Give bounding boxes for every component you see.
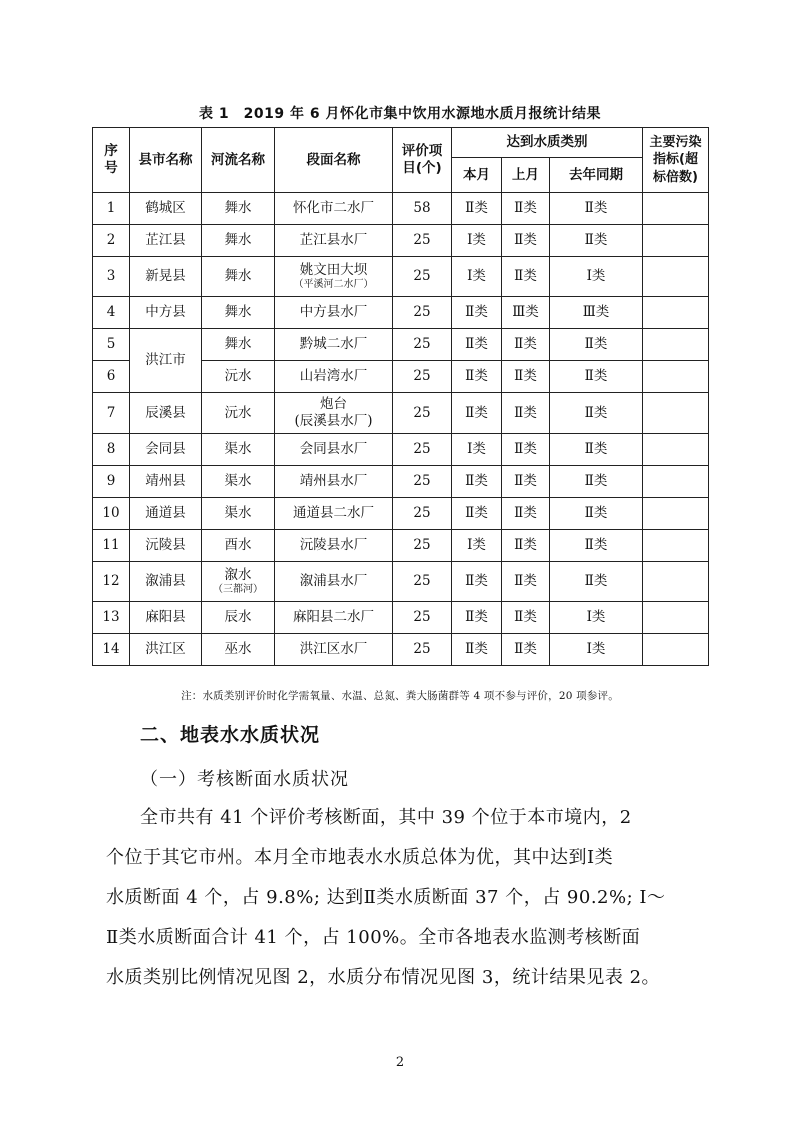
- table-row: [93, 466, 709, 498]
- cell-this-month: Ⅱ类: [452, 562, 502, 602]
- cell-last-month: Ⅱ类: [502, 498, 550, 530]
- cell-no: 2: [93, 225, 130, 257]
- cell-river: 酉水: [202, 530, 275, 562]
- cell-river: 巫水: [202, 634, 275, 666]
- cell-items: 58: [393, 193, 452, 225]
- cell-last-year: Ⅱ类: [550, 329, 643, 361]
- table-row: [93, 530, 709, 562]
- cell-last-year: Ⅰ类: [550, 602, 643, 634]
- cell-pollutant: [643, 634, 709, 666]
- header-last-month: 上月: [502, 158, 550, 193]
- cell-no: 10: [93, 498, 130, 530]
- cell-last-month: Ⅱ类: [502, 634, 550, 666]
- cell-county: 会同县: [130, 434, 202, 466]
- cell-county: 洪江市: [130, 329, 202, 393]
- paragraph-line: Ⅱ类水质断面合计 41 个，占 100%。全市各地表水监测考核断面: [106, 927, 641, 948]
- cell-items: 25: [393, 361, 452, 393]
- header-county: 县市名称: [130, 128, 202, 193]
- paragraph-line: 全市共有 41 个评价考核断面，其中 39 个位于本市境内，2: [140, 807, 632, 828]
- cell-last-year: Ⅲ类: [550, 297, 643, 329]
- cell-last-year: Ⅱ类: [550, 434, 643, 466]
- cell-section: 炮台 (辰溪县水厂): [275, 393, 393, 434]
- cell-river: 渠水: [202, 434, 275, 466]
- cell-section: 靖州县水厂: [275, 466, 393, 498]
- cell-county: 溆浦县: [130, 562, 202, 602]
- cell-last-year: Ⅱ类: [550, 225, 643, 257]
- cell-items: 25: [393, 530, 452, 562]
- table-row: [93, 257, 709, 297]
- cell-pollutant: [643, 257, 709, 297]
- subsection-heading: （一）考核断面水质状况: [140, 769, 349, 790]
- cell-section: 通道县二水厂: [275, 498, 393, 530]
- cell-no: 6: [93, 361, 130, 393]
- cell-last-year: Ⅱ类: [550, 193, 643, 225]
- cell-last-year: Ⅱ类: [550, 530, 643, 562]
- table-row: [93, 634, 709, 666]
- cell-pollutant: [643, 530, 709, 562]
- cell-last-year: Ⅱ类: [550, 393, 643, 434]
- page-number: 2: [395, 1055, 405, 1070]
- cell-last-month: Ⅱ类: [502, 393, 550, 434]
- cell-no: 13: [93, 602, 130, 634]
- cell-county: 新晃县: [130, 257, 202, 297]
- cell-no: 1: [93, 193, 130, 225]
- paragraph-line: 水质断面 4 个，占 9.8%; 达到Ⅱ类水质断面 37 个，占 90.2%; Ⅰ～: [106, 887, 666, 908]
- table-row: [93, 225, 709, 257]
- section-heading: 二、地表水水质状况: [140, 724, 321, 746]
- cell-section: 会同县水厂: [275, 434, 393, 466]
- cell-items: 25: [393, 498, 452, 530]
- paragraph-line: 水质类别比例情况见图 2，水质分布情况见图 3，统计结果见表 2。: [106, 967, 661, 988]
- cell-section-sub: （平溪河二水厂）: [293, 278, 374, 290]
- cell-last-month: Ⅱ类: [502, 530, 550, 562]
- table-row: [93, 193, 709, 225]
- cell-items: 25: [393, 634, 452, 666]
- cell-pollutant: [643, 193, 709, 225]
- cell-items: 25: [393, 329, 452, 361]
- header-pollutant: 主要污染 指标(超 标倍数): [643, 128, 709, 193]
- cell-pollutant: [643, 297, 709, 329]
- cell-river: 渠水: [202, 498, 275, 530]
- table-row: [93, 498, 709, 530]
- cell-pollutant: [643, 498, 709, 530]
- cell-last-year: Ⅱ类: [550, 361, 643, 393]
- cell-last-month: Ⅲ类: [502, 297, 550, 329]
- cell-river: 舞水: [202, 297, 275, 329]
- cell-pollutant: [643, 361, 709, 393]
- table-row: [93, 562, 709, 602]
- cell-no: 3: [93, 257, 130, 297]
- cell-last-month: Ⅱ类: [502, 361, 550, 393]
- cell-this-month: Ⅱ类: [452, 634, 502, 666]
- water-quality-table: [92, 127, 709, 666]
- cell-last-month: Ⅱ类: [502, 257, 550, 297]
- table-row: [93, 329, 709, 361]
- header-section: 段面名称: [275, 128, 393, 193]
- cell-section: 怀化市二水厂: [275, 193, 393, 225]
- cell-county: 通道县: [130, 498, 202, 530]
- cell-county: 鹤城区: [130, 193, 202, 225]
- cell-last-month: Ⅱ类: [502, 329, 550, 361]
- table-caption: 表 1 2019 年 6 月怀化市集中饮用水源地水质月报统计结果: [199, 106, 601, 122]
- cell-section: 麻阳县二水厂: [275, 602, 393, 634]
- cell-county: 洪江区: [130, 634, 202, 666]
- cell-this-month: Ⅱ类: [452, 602, 502, 634]
- cell-this-month: Ⅱ类: [452, 329, 502, 361]
- cell-county: 麻阳县: [130, 602, 202, 634]
- cell-section: 溆浦县水厂: [275, 562, 393, 602]
- cell-river: 舞水: [202, 329, 275, 361]
- cell-county: 芷江县: [130, 225, 202, 257]
- cell-river: 辰水: [202, 602, 275, 634]
- cell-this-month: Ⅱ类: [452, 393, 502, 434]
- paragraph-line: 个位于其它市州。本月全市地表水水质总体为优，其中达到Ⅰ类: [106, 847, 614, 868]
- cell-items: 25: [393, 602, 452, 634]
- header-class-group: 达到水质类别: [452, 128, 643, 158]
- cell-last-month: Ⅱ类: [502, 602, 550, 634]
- cell-items: 25: [393, 225, 452, 257]
- table-row: [93, 434, 709, 466]
- table-row: [93, 393, 709, 434]
- cell-no: 7: [93, 393, 130, 434]
- cell-no: 14: [93, 634, 130, 666]
- cell-no: 12: [93, 562, 130, 602]
- cell-items: 25: [393, 257, 452, 297]
- header-seq: 序 号: [93, 128, 130, 193]
- cell-county: 沅陵县: [130, 530, 202, 562]
- cell-items: 25: [393, 562, 452, 602]
- header-items: 评价项 目(个): [393, 128, 452, 193]
- cell-pollutant: [643, 434, 709, 466]
- table-row: [93, 602, 709, 634]
- cell-last-year: Ⅱ类: [550, 562, 643, 602]
- table-note: 注：水质类别评价时化学需氧量、水温、总氮、粪大肠菌群等 4 项不参与评价，20 项参评。: [181, 690, 619, 702]
- cell-items: 25: [393, 297, 452, 329]
- cell-section: 洪江区水厂: [275, 634, 393, 666]
- cell-this-month: Ⅰ类: [452, 225, 502, 257]
- cell-items: 25: [393, 393, 452, 434]
- cell-this-month: Ⅰ类: [452, 530, 502, 562]
- cell-this-month: Ⅱ类: [452, 466, 502, 498]
- cell-this-month: Ⅱ类: [452, 498, 502, 530]
- cell-this-month: Ⅱ类: [452, 193, 502, 225]
- cell-section: 中方县水厂: [275, 297, 393, 329]
- cell-last-year: Ⅱ类: [550, 466, 643, 498]
- cell-river-sub: （三都河）: [213, 583, 263, 595]
- cell-last-month: Ⅱ类: [502, 562, 550, 602]
- header-river: 河流名称: [202, 128, 275, 193]
- cell-county: 辰溪县: [130, 393, 202, 434]
- cell-county: 中方县: [130, 297, 202, 329]
- cell-this-month: Ⅱ类: [452, 361, 502, 393]
- cell-no: 11: [93, 530, 130, 562]
- cell-river: 渠水: [202, 466, 275, 498]
- cell-last-year: Ⅱ类: [550, 498, 643, 530]
- header-this-month: 本月: [452, 158, 502, 193]
- cell-section: 黔城二水厂: [275, 329, 393, 361]
- cell-no: 5: [93, 329, 130, 361]
- cell-items: 25: [393, 466, 452, 498]
- cell-river: 舞水: [202, 225, 275, 257]
- cell-river: 沅水: [202, 393, 275, 434]
- table-row: [93, 297, 709, 329]
- cell-last-month: Ⅱ类: [502, 225, 550, 257]
- cell-river: 沅水: [202, 361, 275, 393]
- cell-river: 舞水: [202, 193, 275, 225]
- cell-river: 溆水 （三都河）: [202, 562, 275, 602]
- cell-section: 芷江县水厂: [275, 225, 393, 257]
- cell-last-month: Ⅱ类: [502, 434, 550, 466]
- cell-section: 姚文田大坝 （平溪河二水厂）: [275, 257, 393, 297]
- cell-no: 8: [93, 434, 130, 466]
- cell-this-month: Ⅱ类: [452, 297, 502, 329]
- body-paragraph: [106, 798, 706, 998]
- cell-last-month: Ⅱ类: [502, 466, 550, 498]
- cell-no: 9: [93, 466, 130, 498]
- cell-pollutant: [643, 562, 709, 602]
- cell-pollutant: [643, 602, 709, 634]
- cell-pollutant: [643, 329, 709, 361]
- cell-no: 4: [93, 297, 130, 329]
- cell-pollutant: [643, 225, 709, 257]
- cell-this-month: Ⅰ类: [452, 257, 502, 297]
- cell-last-year: Ⅰ类: [550, 634, 643, 666]
- cell-section: 沅陵县水厂: [275, 530, 393, 562]
- cell-this-month: Ⅰ类: [452, 434, 502, 466]
- cell-last-month: Ⅱ类: [502, 193, 550, 225]
- cell-pollutant: [643, 466, 709, 498]
- header-last-year: 去年同期: [550, 158, 643, 193]
- cell-county: 靖州县: [130, 466, 202, 498]
- cell-section-sub: (辰溪县水厂): [294, 413, 373, 429]
- cell-river: 舞水: [202, 257, 275, 297]
- cell-pollutant: [643, 393, 709, 434]
- cell-section: 山岩湾水厂: [275, 361, 393, 393]
- cell-last-year: Ⅰ类: [550, 257, 643, 297]
- cell-items: 25: [393, 434, 452, 466]
